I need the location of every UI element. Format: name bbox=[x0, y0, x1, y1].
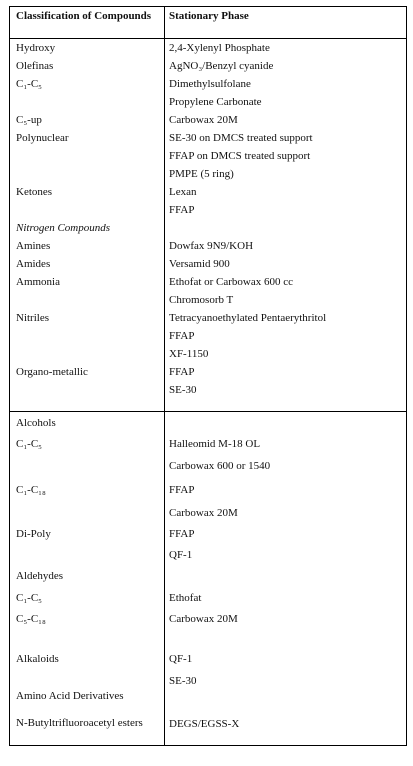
section-heading-alcohols: Alcohols bbox=[16, 417, 56, 429]
cell-phase: Dowfax 9N9/KOH bbox=[169, 240, 254, 252]
table-row bbox=[10, 381, 406, 399]
table-row bbox=[10, 504, 406, 522]
cell-classification: Ammonia bbox=[16, 276, 60, 288]
table-row bbox=[10, 75, 406, 93]
table-row bbox=[10, 457, 406, 475]
table-row bbox=[10, 610, 406, 628]
table-row bbox=[10, 363, 406, 381]
header-stationary-phase: Stationary Phase bbox=[169, 10, 249, 22]
section-heading-aldehydes: Aldehydes bbox=[16, 570, 64, 582]
table-row bbox=[10, 567, 406, 585]
cell-phase: FFAP bbox=[169, 330, 195, 342]
cell-classification: Amino Acid Derivatives bbox=[16, 691, 124, 702]
table-row bbox=[10, 93, 406, 111]
table-row bbox=[10, 718, 406, 744]
cell-classification bbox=[16, 631, 160, 649]
cell-phase: SE-30 bbox=[169, 384, 197, 396]
cell-phase: Carbowax 20M bbox=[169, 114, 238, 126]
table-row bbox=[10, 525, 406, 543]
cell-classification: C₁-C₅ bbox=[16, 592, 43, 604]
table-row bbox=[10, 129, 406, 147]
cell-phase: QF-1 bbox=[169, 549, 193, 561]
table-row bbox=[10, 589, 406, 607]
cell-phase: QF-1 bbox=[169, 653, 193, 665]
cell-classification: Ketones bbox=[16, 186, 53, 198]
cell-classification: Amines bbox=[16, 240, 51, 252]
table-row bbox=[10, 291, 406, 309]
cell-classification bbox=[16, 147, 160, 165]
cell-classification: C₁-C₁₈ bbox=[16, 484, 46, 496]
cell-phase: FFAP bbox=[169, 204, 195, 216]
cell-phase: Chromosorb T bbox=[169, 294, 234, 306]
table-row bbox=[10, 435, 406, 453]
cell-phase: Tetracyanoethylated Pentaerythritol bbox=[169, 312, 327, 324]
cell-classification bbox=[16, 457, 160, 475]
table-row bbox=[10, 111, 406, 129]
cell-phase: Ethofat or Carbowax 600 cc bbox=[169, 276, 294, 288]
table-row bbox=[10, 57, 406, 75]
cell-phase: SE-30 on DMCS treated support bbox=[169, 132, 313, 144]
cell-phase: 2,4-Xylenyl Phosphate bbox=[169, 42, 270, 54]
cell-phase: Halleomid M-18 OL bbox=[169, 438, 261, 450]
cell-classification bbox=[16, 381, 160, 399]
cell-phase bbox=[169, 691, 404, 717]
cell-phase: FFAP on DMCS treated support bbox=[169, 150, 311, 162]
cell-classification bbox=[16, 345, 160, 363]
cell-phase bbox=[169, 414, 404, 432]
cell-classification: C₁-C₅ bbox=[16, 438, 43, 450]
cell-classification bbox=[16, 672, 160, 690]
cell-classification bbox=[16, 327, 160, 345]
cell-phase: Carbowax 20M bbox=[169, 613, 238, 625]
table-row bbox=[10, 672, 406, 690]
table-row bbox=[10, 39, 406, 57]
cell-phase: Ethofat bbox=[169, 592, 202, 604]
table-row bbox=[10, 481, 406, 499]
cell-classification bbox=[16, 165, 160, 183]
cell-phase bbox=[169, 219, 404, 237]
cell-classification bbox=[16, 291, 160, 309]
section-divider bbox=[10, 411, 406, 412]
table-row bbox=[10, 147, 406, 165]
cell-classification: C₁-C₅ bbox=[16, 78, 43, 90]
cell-classification bbox=[16, 504, 160, 522]
cell-phase: Lexan bbox=[169, 186, 197, 198]
cell-phase bbox=[169, 567, 404, 585]
cell-classification bbox=[16, 546, 160, 564]
cell-phase: FFAP bbox=[169, 528, 195, 540]
cell-phase: DEGS/EGSS-X bbox=[169, 718, 240, 730]
table-row bbox=[10, 650, 406, 668]
cell-classification: C₅-up bbox=[16, 114, 42, 126]
cell-classification: Olefinas bbox=[16, 60, 54, 72]
cell-phase: AgNO₃/Benzyl cyanide bbox=[169, 60, 274, 72]
cell-phase: XF-1150 bbox=[169, 348, 209, 360]
classification-table bbox=[9, 6, 407, 746]
table-row bbox=[10, 237, 406, 255]
table-row bbox=[10, 691, 406, 717]
table-row bbox=[10, 309, 406, 327]
header-classification: Classification of Compounds bbox=[16, 10, 152, 22]
cell-classification bbox=[16, 93, 160, 111]
cell-classification: C₅-C₁₈ bbox=[16, 613, 46, 625]
section-heading-nitrogen: Nitrogen Compounds bbox=[16, 222, 111, 234]
cell-phase: Carbowax 20M bbox=[169, 507, 238, 519]
table-row bbox=[10, 183, 406, 201]
cell-phase: FFAP bbox=[169, 366, 195, 378]
table-row bbox=[10, 546, 406, 564]
cell-phase: Propylene Carbonate bbox=[169, 96, 262, 108]
table-row bbox=[10, 255, 406, 273]
table-row bbox=[10, 273, 406, 291]
cell-phase: PMPE (5 ring) bbox=[169, 168, 234, 180]
table-row bbox=[10, 631, 406, 649]
cell-phase bbox=[169, 631, 404, 649]
cell-phase: Versamid 900 bbox=[169, 258, 230, 270]
table-row bbox=[10, 165, 406, 183]
cell-classification: Polynuclear bbox=[16, 132, 69, 144]
table-row bbox=[10, 201, 406, 219]
cell-classification: Amides bbox=[16, 258, 51, 270]
table-row bbox=[10, 414, 406, 432]
table-row bbox=[10, 345, 406, 363]
cell-phase: Carbowax 600 or 1540 bbox=[169, 460, 271, 472]
cell-classification bbox=[16, 201, 160, 219]
table-row bbox=[10, 327, 406, 345]
cell-phase: SE-30 bbox=[169, 675, 197, 687]
cell-classification: N-Butyltrifluoroacetyl esters bbox=[16, 718, 143, 729]
table-row bbox=[10, 219, 406, 237]
cell-classification: Organo-metallic bbox=[16, 366, 88, 378]
cell-classification: Di-Poly bbox=[16, 528, 51, 540]
cell-phase: Dimethylsulfolane bbox=[169, 78, 251, 90]
cell-classification: Alkaloids bbox=[16, 653, 59, 665]
cell-classification: Nitriles bbox=[16, 312, 49, 324]
cell-classification: Hydroxy bbox=[16, 42, 56, 54]
cell-phase: FFAP bbox=[169, 484, 195, 496]
